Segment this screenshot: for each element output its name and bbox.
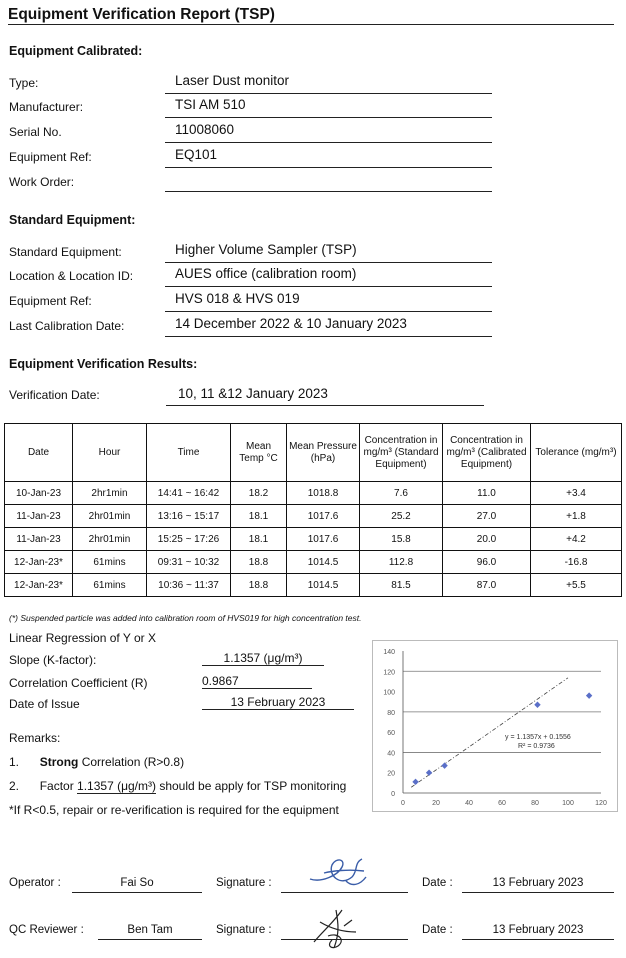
scatter-plot (373, 641, 617, 811)
correlation-value: 0.9867 (202, 674, 312, 689)
operator-date-value: 13 February 2023 (492, 877, 584, 889)
manufacturer-value: TSI AM 510 (175, 97, 246, 112)
y-tick-label: 80 (387, 709, 395, 717)
standard-heading: Standard Equipment: (9, 213, 136, 227)
data-point (441, 762, 447, 768)
report-title: Equipment Verification Report (TSP) (8, 6, 275, 23)
verification-date-label: Verification Date: (9, 388, 100, 402)
table-cell: +3.4 (531, 482, 622, 505)
serial-value: 11008060 (175, 122, 235, 137)
table-cell: +5.5 (531, 574, 622, 597)
operator-date-label: Date : (422, 877, 453, 889)
remark-note: *If R<0.5, repair or re-verification is required for the equipment (9, 803, 339, 817)
table-cell: 11-Jan-23 (5, 505, 73, 528)
table-cell: 10:36 ~ 11:37 (147, 574, 231, 597)
manufacturer-underline (165, 117, 492, 118)
equipment-ref-underline (165, 167, 492, 168)
verification-date-value: 10, 11 &12 January 2023 (178, 386, 328, 401)
table-cell: 12-Jan-23* (5, 574, 73, 597)
type-underline (165, 93, 492, 94)
y-tick-label: 120 (383, 669, 395, 677)
manufacturer-label: Manufacturer: (9, 100, 84, 114)
table-cell: 11-Jan-23 (5, 528, 73, 551)
y-tick-label: 20 (387, 770, 395, 778)
table-cell: 87.0 (443, 574, 531, 597)
reviewer-signature-image (308, 902, 368, 954)
data-point (426, 770, 432, 776)
table-cell: 1014.5 (287, 574, 360, 597)
last-calibration-underline (165, 336, 492, 337)
correlation-label: Correlation Coefficient (R) (9, 676, 148, 690)
table-cell: 61mins (73, 551, 147, 574)
x-tick-label: 40 (465, 800, 473, 807)
y-tick-label: 60 (387, 730, 395, 738)
location-label: Location & Location ID: (9, 269, 134, 283)
regression-chart (372, 640, 618, 812)
remark-2-factor: 1.1357 (μg/m³) (77, 779, 156, 793)
table-cell: 10-Jan-23 (5, 482, 73, 505)
y-tick-label: 40 (387, 750, 395, 758)
last-calibration-value: 14 December 2022 & 10 January 2023 (175, 316, 407, 331)
results-heading: Equipment Verification Results: (9, 357, 198, 371)
table-cell: 1014.5 (287, 551, 360, 574)
table-cell: 11.0 (443, 482, 531, 505)
col-header-conc-standard: Concentration in mg/m³ (Standard Equipment) (360, 424, 443, 482)
operator-name-underline (72, 892, 202, 893)
slope-value: 1.1357 (μg/m³) (202, 651, 324, 666)
remark-item-1 (9, 755, 184, 769)
table-cell: 112.8 (360, 551, 443, 574)
col-header-tolerance: Tolerance (mg/m³) (531, 424, 622, 482)
table-cell: 13:16 ~ 15:17 (147, 505, 231, 528)
remark-item-2 (9, 779, 346, 793)
location-value: AUES office (calibration room) (175, 266, 357, 281)
table-cell: 2hr01min (73, 505, 147, 528)
type-value: Laser Dust monitor (175, 73, 290, 88)
data-point (534, 702, 540, 708)
remark-1-number: 1. (9, 755, 20, 769)
table-cell: 1017.6 (287, 505, 360, 528)
reviewer-date-value: 13 February 2023 (492, 924, 584, 936)
x-tick-label: 60 (498, 800, 506, 807)
operator-name: Fai So (120, 877, 154, 889)
regression-heading: Linear Regression of Y or X (9, 631, 156, 645)
col-header-mean-pressure: Mean Pressure (hPa) (287, 424, 360, 482)
table-cell: 14:41 ~ 16:42 (147, 482, 231, 505)
standard-ref-underline (165, 311, 492, 312)
table-cell: 15:25 ~ 17:26 (147, 528, 231, 551)
table-cell: 2hr01min (73, 528, 147, 551)
col-header-time: Time (147, 424, 231, 482)
table-row (5, 482, 622, 505)
operator-label: Operator : (9, 877, 61, 889)
trendline-equation: y = 1.1357x + 0.1556 (505, 734, 571, 741)
table-row (5, 505, 622, 528)
y-tick-label: 100 (383, 689, 395, 697)
reviewer-signature-label: Signature : (216, 924, 272, 936)
remark-2-number: 2. (9, 779, 20, 793)
table-cell: 96.0 (443, 551, 531, 574)
reviewer-name: Ben Tam (127, 924, 173, 936)
table-cell: 7.6 (360, 482, 443, 505)
x-tick-label: 20 (432, 800, 440, 807)
reviewer-date-underline (462, 939, 614, 940)
table-cell: -16.8 (531, 551, 622, 574)
table-row (5, 574, 622, 597)
equipment-ref-value: EQ101 (175, 147, 218, 162)
title-divider (8, 24, 614, 25)
y-tick-label: 140 (383, 649, 395, 656)
operator-signature-label: Signature : (216, 877, 272, 889)
standard-equipment-label: Standard Equipment: (9, 245, 122, 259)
col-header-conc-calibrated: Concentration in mg/m³ (Calibrated Equipment) (443, 424, 531, 482)
table-row (5, 551, 622, 574)
slope-label: Slope (K-factor): (9, 653, 97, 667)
table-cell: 18.2 (231, 482, 287, 505)
standard-equipment-value: Higher Volume Sampler (TSP) (175, 242, 357, 257)
remark-1-strong: Strong (39, 755, 79, 769)
serial-underline (165, 142, 492, 143)
col-header-date: Date (5, 424, 73, 482)
table-cell: 61mins (73, 574, 147, 597)
equipment-ref-label: Equipment Ref: (9, 150, 92, 164)
operator-signature-image (302, 853, 372, 893)
results-table (4, 423, 622, 597)
x-tick-label: 0 (401, 800, 405, 807)
reviewer-date-label: Date : (422, 924, 453, 936)
y-tick-label: 0 (391, 791, 395, 798)
remark-2-post: should be apply for TSP monitoring (156, 779, 347, 793)
table-cell: 1017.6 (287, 528, 360, 551)
trendline (411, 678, 568, 787)
table-cell: 81.5 (360, 574, 443, 597)
table-footnote: (*) Suspended particle was added into calibration room of HVS019 for high concentration test. (9, 613, 362, 623)
reviewer-name-underline (98, 939, 202, 940)
r-squared-label: R² = 0.9736 (518, 743, 555, 750)
table-cell: 20.0 (443, 528, 531, 551)
verification-date-underline (166, 405, 484, 406)
table-cell: +4.2 (531, 528, 622, 551)
remark-2-pre: Factor (39, 779, 78, 793)
standard-equipment-underline (165, 262, 492, 263)
table-row (5, 528, 622, 551)
serial-label: Serial No. (9, 125, 62, 139)
x-tick-label: 100 (562, 800, 574, 807)
last-calibration-label: Last Calibration Date: (9, 319, 125, 333)
table-cell: 12-Jan-23* (5, 551, 73, 574)
table-cell: 18.8 (231, 551, 287, 574)
col-header-hour: Hour (73, 424, 147, 482)
remarks-heading: Remarks: (9, 731, 61, 745)
table-cell: 18.1 (231, 528, 287, 551)
x-tick-label: 80 (531, 800, 539, 807)
table-cell: 27.0 (443, 505, 531, 528)
col-header-mean-temp: Mean Temp °C (231, 424, 287, 482)
table-header-row (5, 424, 622, 482)
remark-1-text: Correlation (R>0.8) (78, 755, 185, 769)
table-cell: 1018.8 (287, 482, 360, 505)
work-order-underline (165, 191, 492, 192)
table-cell: 18.8 (231, 574, 287, 597)
table-cell: 18.1 (231, 505, 287, 528)
work-order-label: Work Order: (9, 175, 75, 189)
date-of-issue-label: Date of Issue (9, 697, 80, 711)
location-underline (165, 286, 492, 287)
table-cell: +1.8 (531, 505, 622, 528)
operator-date-underline (462, 892, 614, 893)
table-cell: 15.8 (360, 528, 443, 551)
reviewer-label: QC Reviewer : (9, 924, 84, 936)
date-of-issue-value: 13 February 2023 (202, 695, 354, 710)
data-point (586, 692, 592, 698)
data-point (412, 779, 418, 785)
x-tick-label: 120 (595, 800, 607, 807)
calibrated-heading: Equipment Calibrated: (9, 44, 143, 58)
standard-ref-label: Equipment Ref: (9, 294, 92, 308)
type-label: Type: (9, 76, 39, 90)
table-cell: 2hr1min (73, 482, 147, 505)
standard-ref-value: HVS 018 & HVS 019 (175, 291, 300, 306)
table-cell: 09:31 ~ 10:32 (147, 551, 231, 574)
table-cell: 25.2 (360, 505, 443, 528)
